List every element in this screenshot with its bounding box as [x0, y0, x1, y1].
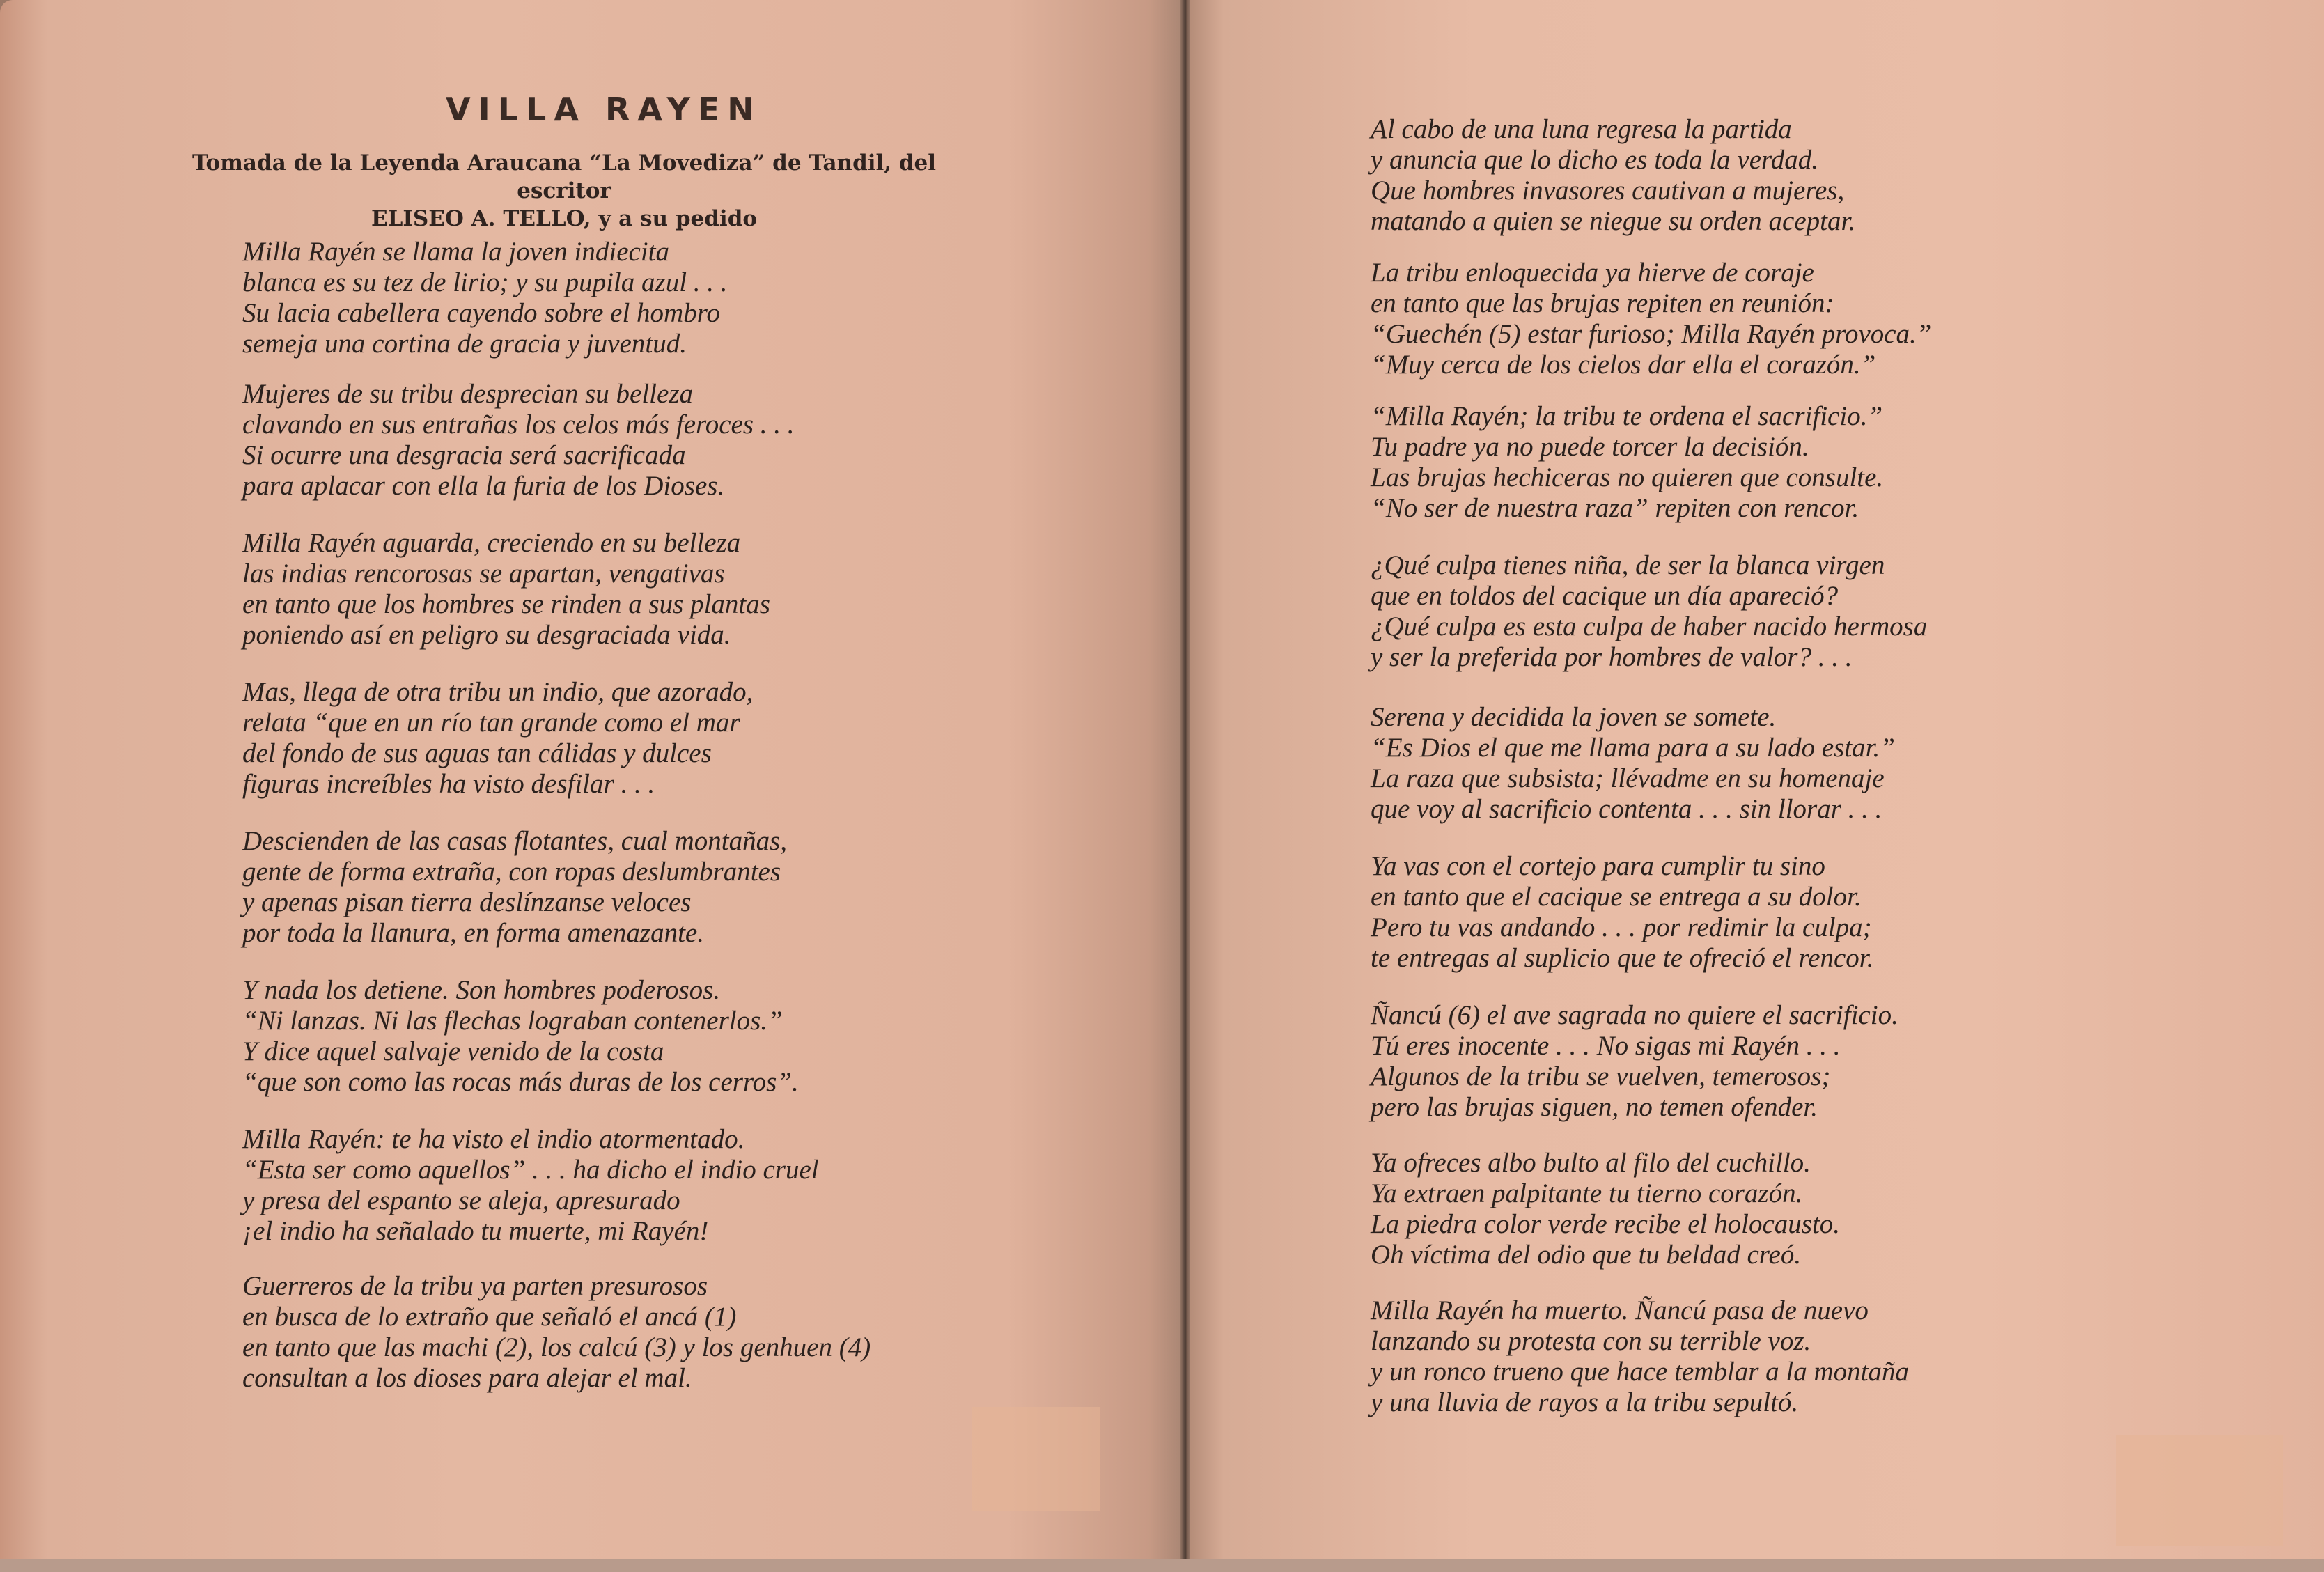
verse-line: Milla Rayén se llama la joven indiecita	[242, 237, 670, 267]
verse-line: ¿Qué culpa es esta culpa de haber nacido hermosa	[1371, 612, 1928, 641]
verse-line: Ya ofreces albo bulto al filo del cuchillo.	[1371, 1148, 1811, 1178]
verse-line: y apenas pisan tierra deslínzanse veloces	[242, 887, 692, 917]
verse-line: que voy al sacrificio contenta . . . sin llorar . . .	[1371, 794, 1882, 824]
subtitle-line: Tomada de la Leyenda Araucana “La Movediza” de Tandil, del escritor	[192, 150, 937, 203]
verse-line: Su lacia cabellera cayendo sobre el hombro	[242, 298, 720, 328]
stanza	[1371, 258, 1932, 380]
stanza	[242, 677, 753, 800]
stanza	[242, 975, 799, 1098]
verse-line: La tribu enloquecida ya hierve de coraje	[1371, 258, 1814, 288]
verse-line: para aplacar con ella la furia de los Dioses.	[242, 471, 725, 501]
verse-line: consultan a los dioses para alejar el mal.	[242, 1363, 692, 1393]
stanza	[1371, 702, 1895, 825]
verse-line: “Es Dios el que me llama para a su lado estar.”	[1371, 733, 1895, 763]
verse-line: en tanto que el cacique se entrega a su dolor.	[1371, 882, 1862, 912]
verse-line: Milla Rayén aguarda, creciendo en su belleza	[242, 528, 741, 558]
verse-line: “que son como las rocas más duras de los cerros”.	[242, 1067, 799, 1097]
verse-line: “Milla Rayén; la tribu te ordena el sacrificio.”	[1371, 401, 1883, 431]
verse-line: “Ni lanzas. Ni las flechas lograban contenerlos.”	[242, 1006, 783, 1036]
stanza	[242, 1271, 871, 1394]
poem-subtitle	[181, 149, 947, 233]
stanza	[242, 826, 787, 949]
verse-line: en tanto que los hombres se rinden a sus plantas	[242, 589, 770, 619]
stanza	[1371, 550, 1927, 673]
verse-line: ¿Qué culpa tienes niña, de ser la blanca virgen	[1371, 550, 1885, 580]
verse-line: y anuncia que lo dicho es toda la verdad.	[1371, 145, 1819, 175]
stanza	[242, 379, 795, 501]
stanza	[242, 1124, 819, 1247]
stanza	[242, 528, 770, 651]
verse-line: Que hombres invasores cautivan a mujeres,	[1371, 176, 1845, 205]
stanza	[1371, 114, 1855, 237]
verse-line: Mas, llega de otra tribu un indio, que azorado,	[242, 677, 754, 707]
verse-line: matando a quien se niegue su orden aceptar.	[1371, 206, 1856, 236]
right-page	[1190, 0, 2324, 1564]
verse-line: Tú eres inocente . . . No sigas mi Rayén . . .	[1371, 1031, 1841, 1061]
paper-stain	[2116, 1435, 2283, 1546]
verse-line: Y nada los detiene. Son hombres poderosos.	[242, 975, 721, 1005]
verse-line: Algunos de la tribu se vuelven, temerosos;	[1371, 1061, 1831, 1091]
verse-line: que en toldos del cacique un día apareció?	[1371, 581, 1839, 611]
verse-line: “Muy cerca de los cielos dar ella el corazón.”	[1371, 350, 1876, 380]
verse-line: “Guechén (5) estar furioso; Milla Rayén provoca.”	[1371, 319, 1932, 349]
verse-line: figuras increíbles ha visto desfilar . . .	[242, 769, 655, 799]
verse-line: poniendo así en peligro su desgraciada vida.	[242, 620, 731, 650]
verse-line: por toda la llanura, en forma amenazante.	[242, 918, 704, 948]
verse-line: Oh víctima del odio que tu beldad creó.	[1371, 1240, 1802, 1270]
verse-line: Serena y decidida la joven se somete.	[1371, 702, 1777, 732]
verse-line: Descienden de las casas flotantes, cual montañas,	[242, 826, 788, 856]
verse-line: Las brujas hechiceras no quieren que consulte.	[1371, 462, 1884, 492]
stanza	[1371, 401, 1883, 524]
verse-line: Milla Rayén: te ha visto el indio atormentado.	[242, 1124, 745, 1154]
verse-line: Ya vas con el cortejo para cumplir tu sino	[1371, 851, 1825, 881]
verse-line: y ser la preferida por hombres de valor? . . .	[1371, 642, 1853, 672]
verse-line: Ñancú (6) el ave sagrada no quiere el sacrificio.	[1371, 1000, 1898, 1030]
stanza	[1371, 1295, 1909, 1418]
subtitle-line: ELISEO A. TELLO, y a su pedido	[371, 206, 758, 231]
verse-line: Tu padre ya no puede torcer la decisión.	[1371, 432, 1809, 462]
stanza	[1371, 1148, 1840, 1270]
verse-line: en tanto que las brujas repiten en reunión:	[1371, 288, 1834, 318]
verse-line: relata “que en un río tan grande como el mar	[242, 708, 740, 738]
stanza	[1371, 1000, 1898, 1123]
stanza	[1371, 851, 1873, 974]
verse-line: Pero tu vas andando . . . por redimir la culpa;	[1371, 912, 1872, 942]
verse-line: Ya extraen palpitante tu tierno corazón.	[1371, 1178, 1803, 1208]
verse-line: en busca de lo extraño que señaló el ancá (1)	[242, 1302, 737, 1332]
verse-line: te entregas al suplicio que te ofreció el rencor.	[1371, 943, 1874, 973]
stanza	[242, 237, 728, 359]
verse-line: Guerreros de la tribu ya parten presurosos	[242, 1271, 708, 1301]
verse-line: lanzando su protesta con su terrible voz.	[1371, 1326, 1811, 1356]
verse-line: “Esta ser como aquellos” . . . ha dicho el indio cruel	[242, 1155, 819, 1185]
verse-line: Al cabo de una luna regresa la partida	[1371, 114, 1792, 144]
verse-line: clavando en sus entrañas los celos más feroces . . .	[242, 410, 795, 439]
verse-line: Mujeres de su tribu desprecian su belleza	[242, 379, 694, 409]
verse-line: La raza que subsista; llévadme en su homenaje	[1371, 763, 1885, 793]
verse-line: y un ronco trueno que hace temblar a la montaña	[1371, 1357, 1910, 1387]
paper-stain	[972, 1407, 1100, 1511]
verse-line: pero las brujas siguen, no temen ofender.	[1371, 1092, 1818, 1122]
verse-line: las indias rencorosas se apartan, vengativas	[242, 559, 725, 589]
book-bottom-edge	[0, 1559, 2324, 1572]
verse-line: Si ocurre una desgracia será sacrificada	[242, 440, 686, 470]
poem-title: VILLA RAYEN	[446, 91, 762, 128]
verse-line: “No ser de nuestra raza” repiten con rencor.	[1371, 493, 1859, 523]
verse-line: del fondo de sus aguas tan cálidas y dulces	[242, 738, 712, 768]
verse-line: blanca es su tez de lirio; y su pupila azul . . .	[242, 267, 728, 297]
verse-line: gente de forma extraña, con ropas deslumbrantes	[242, 857, 781, 887]
verse-line: Y dice aquel salvaje venido de la costa	[242, 1036, 664, 1066]
verse-line: en tanto que las machi (2), los calcú (3) y los genhuen (4)	[242, 1332, 871, 1362]
verse-line: semeja una cortina de gracia y juventud.	[242, 329, 687, 359]
verse-line: La piedra color verde recibe el holocausto.	[1371, 1209, 1841, 1239]
verse-line: y presa del espanto se aleja, apresurado	[242, 1185, 680, 1215]
verse-line: ¡el indio ha señalado tu muerte, mi Rayén!	[242, 1216, 709, 1246]
verse-line: Milla Rayén ha muerto. Ñancú pasa de nuevo	[1371, 1295, 1869, 1325]
verse-line: y una lluvia de rayos a la tribu sepultó.	[1371, 1387, 1799, 1417]
